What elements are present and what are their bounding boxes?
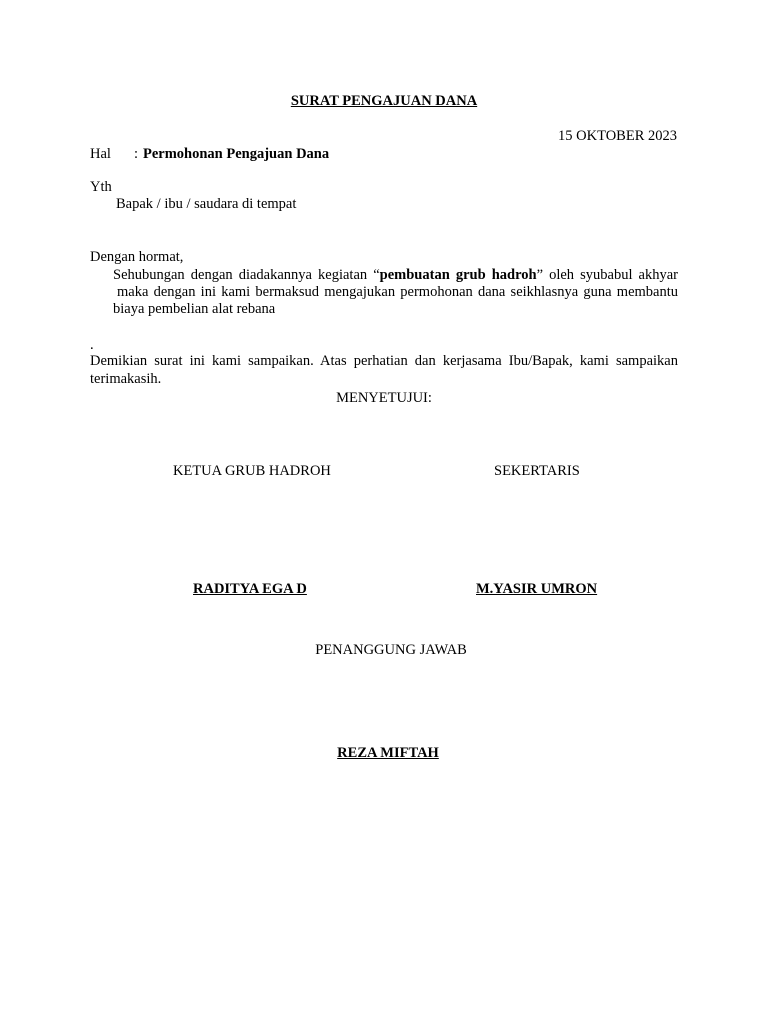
responsible-role: PENANGGUNG JAWAB (315, 642, 467, 658)
body-line-1-end: ” oleh syubabul akhyar (536, 267, 678, 283)
subject-label: Hal (90, 146, 111, 162)
subject-separator: : (134, 146, 139, 162)
body-line-3: biaya pembelian alat rebana (113, 301, 276, 317)
letter-title: SURAT PENGAJUAN DANA (290, 93, 478, 109)
secretary-role: SEKERTARIS (494, 463, 580, 479)
closing-line-2: terimakasih. (90, 371, 162, 387)
secretary-name: M.YASIR UMRON (476, 581, 598, 597)
greeting: Dengan hormat, (90, 249, 184, 265)
chairman-role: KETUA GRUB HADROH (173, 463, 331, 479)
letter-date: 15 OKTOBER 2023 (558, 128, 677, 144)
body-line-1 (113, 266, 678, 284)
subject-value: Permohonan Pengajuan Dana (143, 146, 330, 162)
closing-line-1: Demikian surat ini kami sampaikan. Atas perhatian dan kerjasama Ibu/Bapak, kami sampaikan (90, 353, 678, 369)
chairman-name: RADITYA EGA D (193, 581, 307, 597)
stray-mark: . (90, 337, 94, 353)
addressee-label: Yth (90, 179, 112, 195)
activity-name: pembuatan grub hadroh (379, 267, 537, 283)
body-line-2: maka dengan ini kami bermaksud mengajukan permohonan dana seikhlasnya guna membantu (117, 284, 678, 300)
approval-label: MENYETUJUI: (336, 390, 432, 406)
body-line-1-start: Sehubungan dengan diadakannya kegiatan “ (113, 267, 380, 283)
responsible-name: REZA MIFTAH (337, 745, 439, 761)
addressee-recipient: Bapak / ibu / saudara di tempat (116, 196, 297, 212)
